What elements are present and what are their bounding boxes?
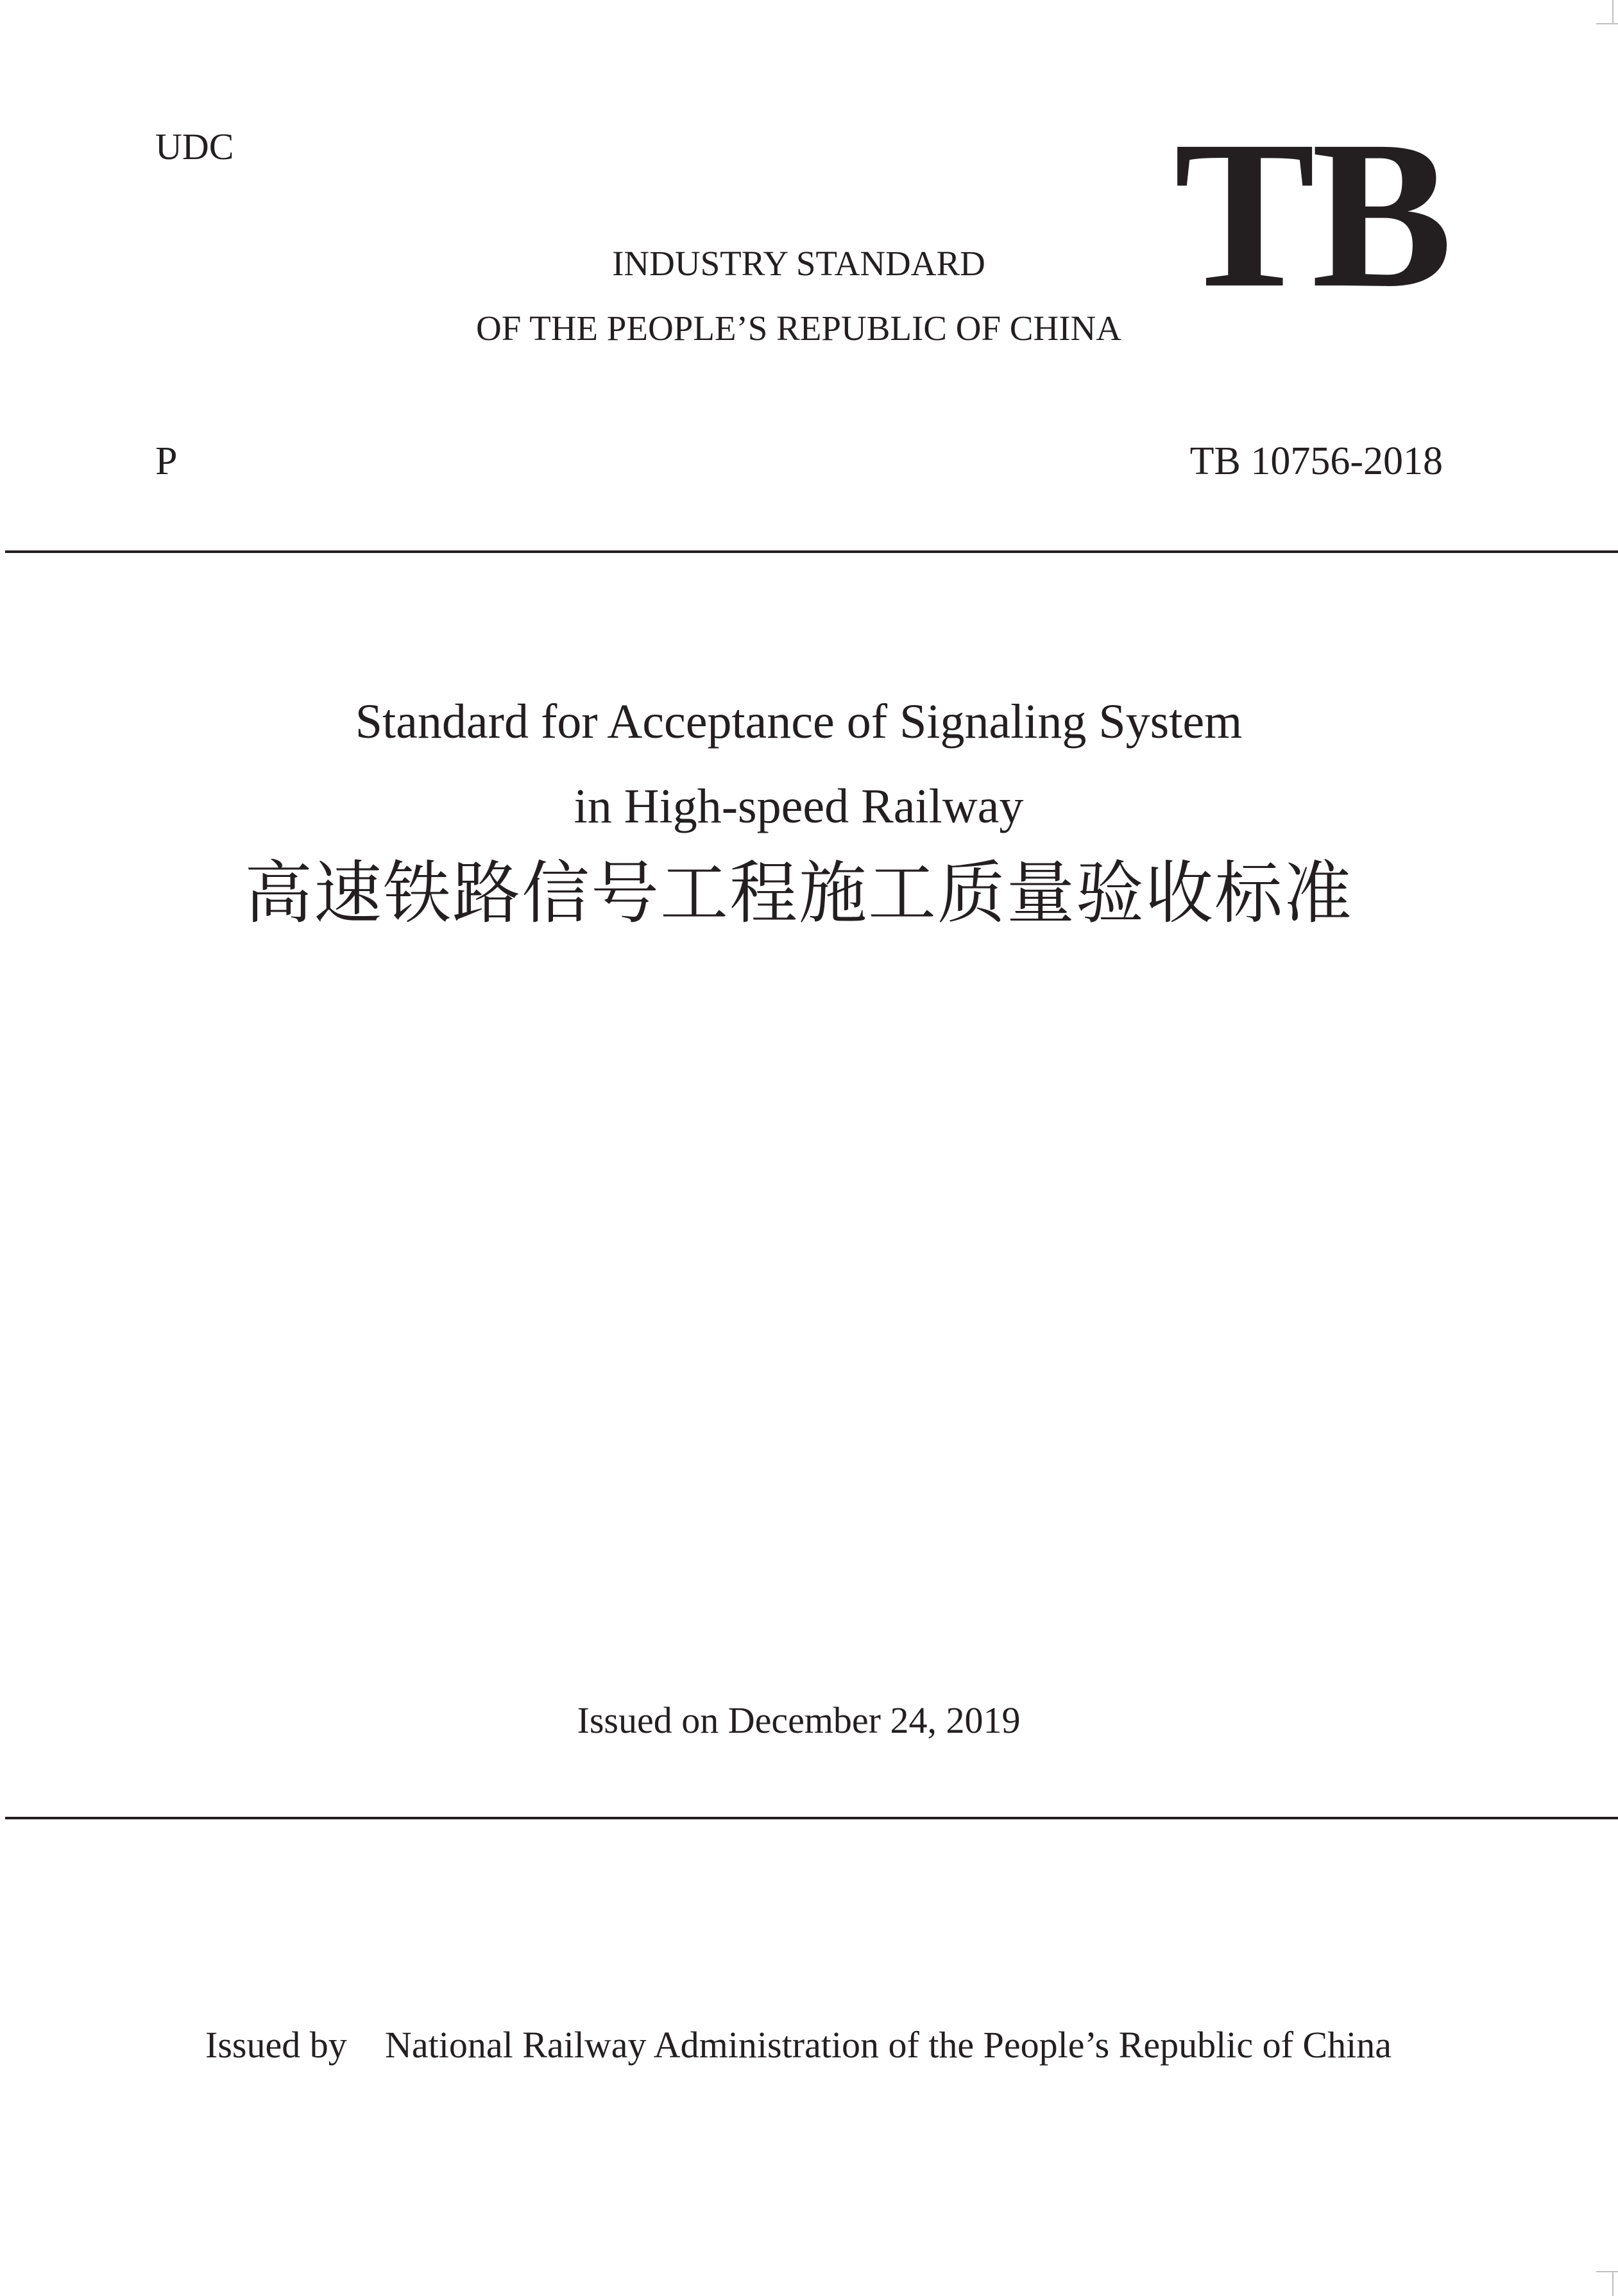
crop-mark-top [1612,0,1614,23]
crop-mark-bottom [1612,2271,1614,2296]
country-heading: OF THE PEOPLE’S REPUBLIC OF CHINA [476,309,1121,348]
classification-code: P [155,439,178,483]
english-title-line-1: Standard for Acceptance of Signaling System [355,695,1243,749]
crop-mark-bottom-horizontal [1596,2271,1618,2272]
chinese-title: 高速铁路信号工程施工质量验收标准 [244,854,1353,933]
crop-mark-top-horizontal [1596,23,1618,24]
issue-date: Issued on December 24, 2019 [577,1699,1021,1741]
top-divider [5,550,1618,553]
industry-standard-heading: INDUSTRY STANDARD [612,244,985,283]
udc-label: UDC [155,126,234,167]
issuing-authority: National Railway Administration of the People’s Republic of China [385,2024,1392,2066]
issued-by-label: Issued by [205,2024,347,2066]
tb-logo: TB [1174,98,1449,332]
bottom-divider [5,1817,1618,1819]
standard-number: TB 10756-2018 [1189,439,1443,483]
english-title-line-2: in High-speed Railway [574,779,1024,833]
